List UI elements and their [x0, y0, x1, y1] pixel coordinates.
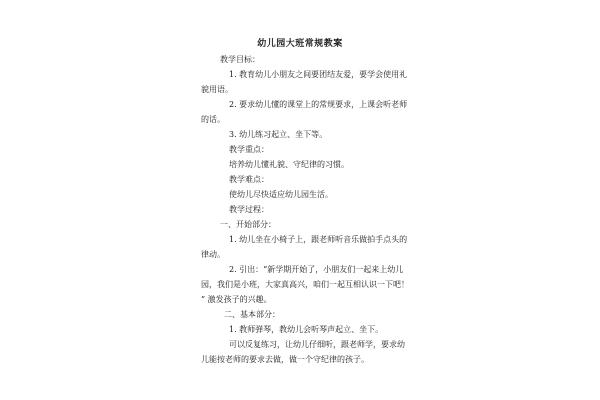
heading-teaching-process: 教学过程：	[229, 205, 269, 214]
paragraph-line: 使幼儿尽快适应幼儿园生活。	[229, 190, 333, 199]
paragraph-line: 貌用语。	[201, 85, 233, 94]
paragraph-line: 2. 要求幼儿懂的课堂上的常规要求，上课会听老师	[229, 100, 408, 109]
paragraph-line: 可以反复练习，让幼儿仔细听，跟老师学，要求幼	[229, 340, 405, 349]
paragraph-line: 的话。	[201, 115, 225, 124]
paragraph-line: 园，我们是小班，大家真高兴，咱们一起互相认识一下吧！	[201, 280, 409, 289]
paragraph-line: 培养幼儿懂礼貌、守纪律的习惯。	[229, 160, 349, 169]
heading-key-points: 教学重点：	[229, 145, 269, 154]
paragraph-line: 3. 幼儿练习起立、坐下等。	[229, 130, 328, 139]
heading-basic-part: 二、基本部分：	[224, 310, 280, 319]
paragraph-line: 1. 幼儿坐在小椅子上，跟老师听音乐做拍手点头的	[229, 235, 408, 244]
paragraph-line: ” 激发孩子的兴趣。	[201, 295, 272, 304]
paragraph-line: 儿能按老师的要求去做，做一个守纪律的孩子。	[201, 355, 369, 364]
paragraph-line: 1. 教育幼儿小朋友之间要团结友爱，要学会使用礼	[229, 70, 408, 79]
heading-teaching-goals: 教学目标：	[220, 55, 260, 64]
paragraph-line: 2. 引出：“新学期开始了，小朋友们一起来上幼儿	[229, 265, 404, 274]
paragraph-line: 1. 教师弹琴，教幼儿会听琴声起立、坐下。	[229, 325, 384, 334]
document-title: 幼儿园大班常规教案	[257, 39, 343, 49]
paragraph-line: 律动。	[201, 250, 225, 259]
heading-opening-part: 一、开始部分：	[220, 220, 276, 229]
heading-difficulties: 教学难点：	[229, 175, 269, 184]
